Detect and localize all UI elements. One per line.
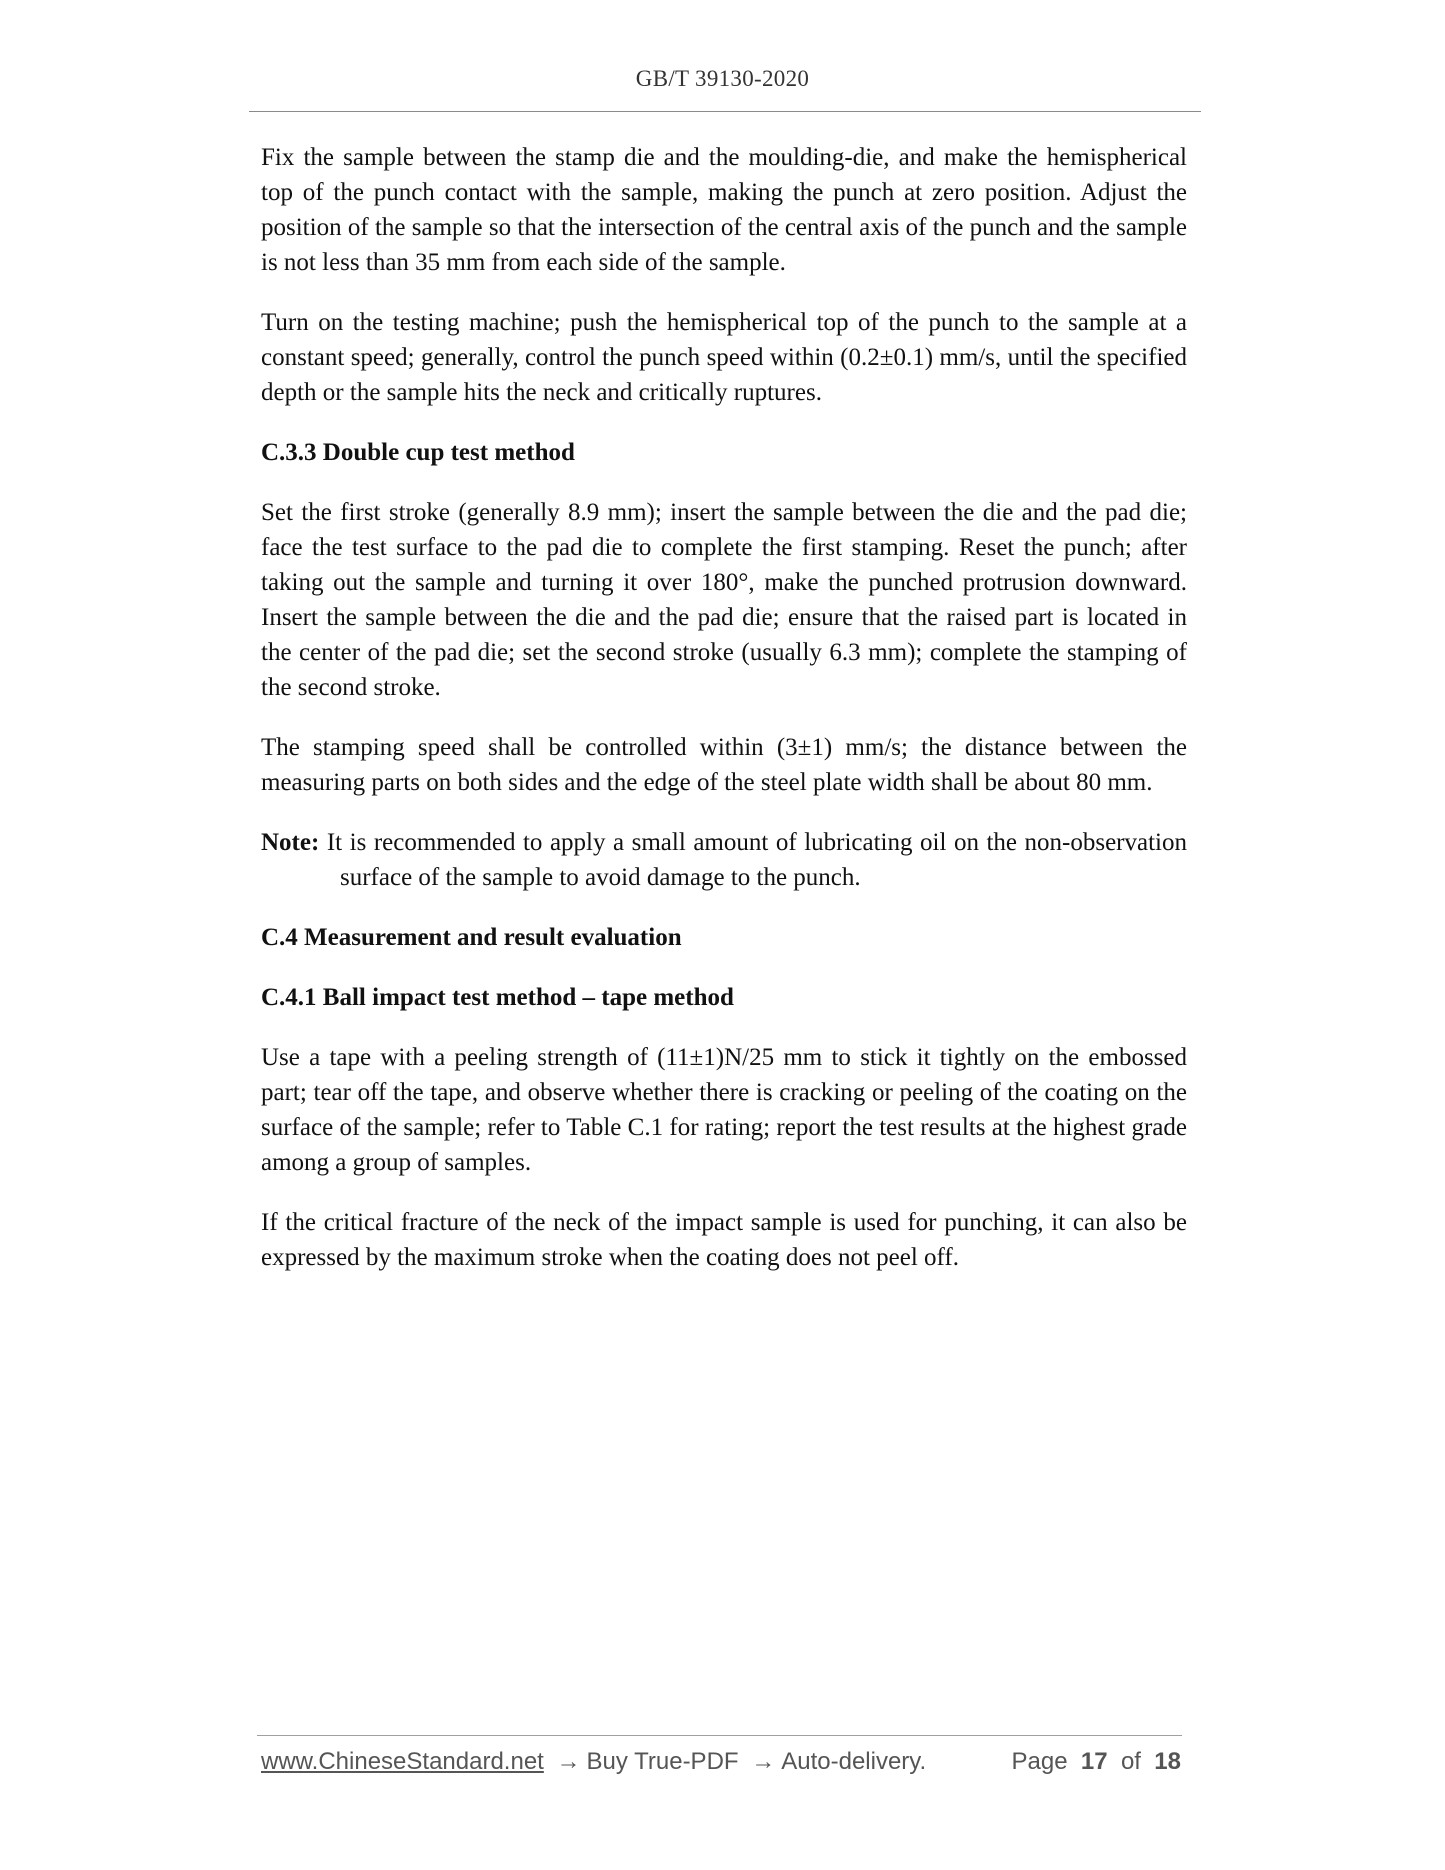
paragraph-critical-fracture: If the critical fracture of the neck of the impact sample is used for punching, it can also be expressed by the maximum stroke when the coating does not peel off. [261,1209,1187,1271]
paragraph-first-stroke: Set the first stroke (generally 8.9 mm); insert the sample between the die and the pad die; face the test surface to the pad die to complete the first stamping. Reset the punch; after taking out the sample and turning it over 180°, make the punched protrusion downward. Insert the sample between the die and the pad die; ensure that the raised part is located in the center of the pad die; set the second stroke (usually 6.3 mm); complete the stamping of the second stroke. [261,499,1187,701]
current-page-number: 17 [1080,1748,1108,1775]
of-label: of [1120,1748,1141,1775]
page-footer [261,1748,1181,1782]
footer-promo [261,1748,926,1776]
note-block [261,825,1187,895]
arrow-right-icon: → [751,1748,776,1775]
page-indicator [1011,1748,1181,1776]
header-divider [249,111,1201,112]
paragraph-fix-sample: Fix the sample between the stamp die and the moulding-die, and make the hemispherical top of the punch contact with the sample, making the punch at zero position. Adjust the position of the sample so that the intersection of the central axis of the punch and the sample is not less than 35 mm from each side of the sample. [261,144,1187,276]
footer-divider [257,1735,1182,1736]
paragraph-tape-method: Use a tape with a peeling strength of (11±1)N/25 mm to stick it tightly on the embossed part; tear off the tape, and observe whether there is cracking or peeling of the coating on the surface of the sample; refer to Table C.1 for rating; report the test results at the highest grade among a group of samples. [261,1044,1187,1176]
note-text: It is recommended to apply a small amount of lubricating oil on the non-observation surface of the sample to avoid damage to the punch. [326,829,1187,891]
arrow-right-icon: → [556,1748,581,1775]
chinesestandard-link[interactable]: www.ChineseStandard.net [261,1748,544,1775]
document-header-title: GB/T 39130-2020 [635,66,810,91]
section-heading-c41: C.4.1 Ball impact test method – tape method [261,984,734,1011]
auto-delivery-text: Auto-delivery. [781,1748,927,1775]
paragraph-testing-machine: Turn on the testing machine; push the hemispherical top of the punch to the sample at a constant speed; generally, control the punch speed within (0.2±0.1) mm/s, until the specified depth or the sample hits the neck and critically ruptures. [261,309,1187,406]
note-label: Note: [261,829,320,856]
paragraph-stamping-speed: The stamping speed shall be controlled within (3±1) mm/s; the distance between the measuring parts on both sides and the edge of the steel plate width shall be about 80 mm. [261,734,1187,796]
total-page-number: 18 [1154,1748,1181,1775]
section-heading-c33: C.3.3 Double cup test method [261,439,575,466]
buy-true-pdf-text: Buy True-PDF [586,1748,739,1775]
page-label: Page [1011,1748,1068,1775]
document-body [261,140,1187,1300]
section-heading-c4: C.4 Measurement and result evaluation [261,924,682,951]
